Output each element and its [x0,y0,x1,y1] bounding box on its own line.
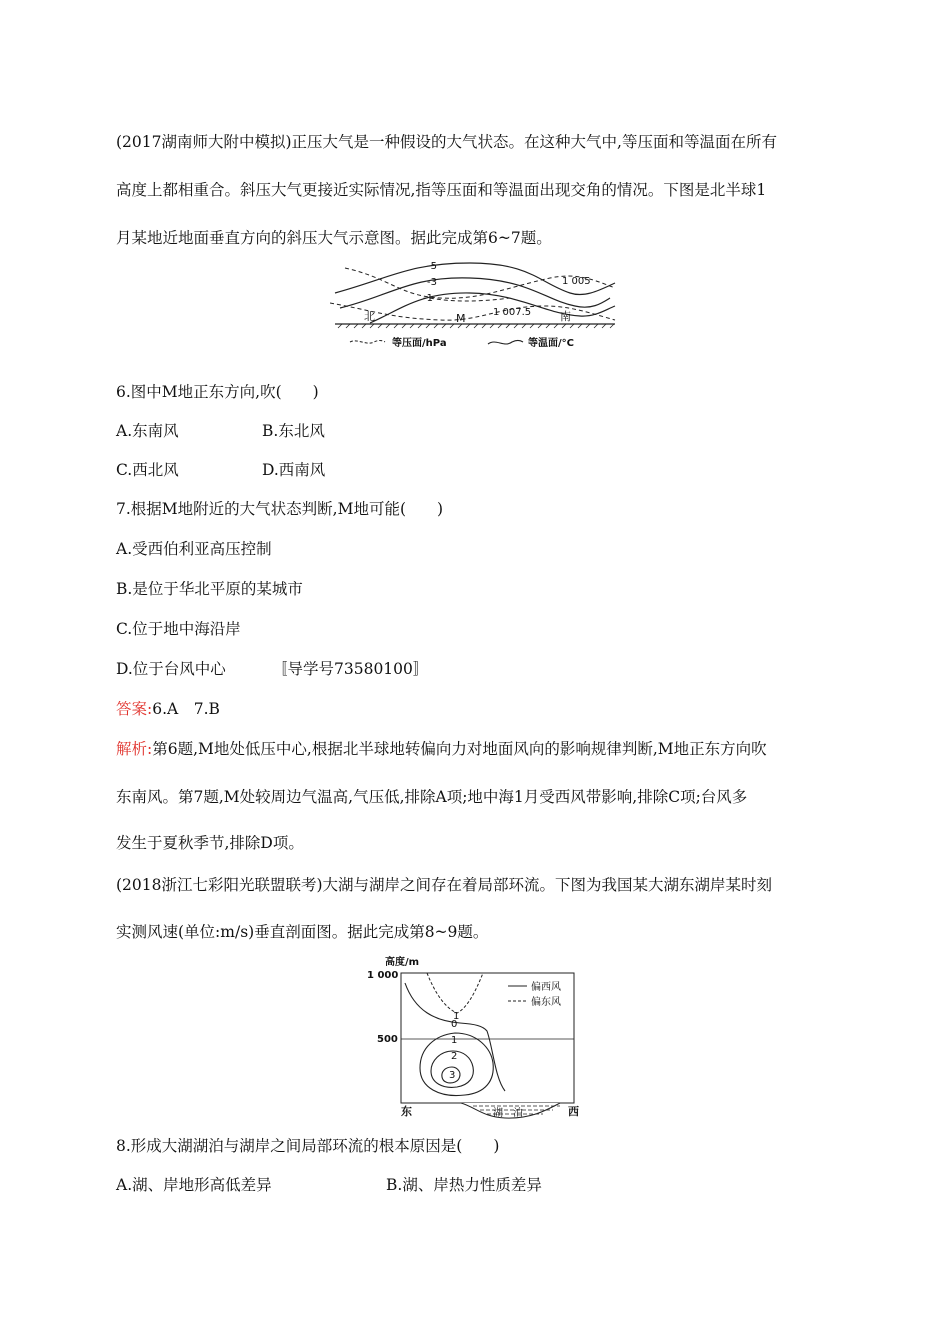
analysis-line-3: 发生于夏秋季节,排除D项。 [116,834,304,852]
q7-option-d: D.位于台风中心 [116,660,226,678]
q7-option-c: C.位于地中海沿岸 [116,620,241,638]
label-lake: 湖 泊 [493,1108,523,1119]
label-contour-upper-1: 1 [453,1011,460,1022]
label-east: 东 [401,1105,412,1118]
figure2-y1000: 1 000 [367,970,399,981]
label-isotherm-minus3: -3 [427,277,437,288]
legend-isotherm-label: 等温面/°C [528,338,574,349]
q8-stem: 8.形成大湖湖泊与湖岸之间局部环流的根本原因是( ) [116,1137,500,1155]
label-contour-1: 1 [451,1035,458,1046]
q6-option-c: C.西北风 [116,461,179,479]
label-contour-0: 0 [451,1019,458,1030]
label-north: 北 [364,310,375,323]
q7-guide-number: 〚导学号73580100〛 [272,660,429,678]
isobar-inner [430,298,510,301]
legend-isobar-symbol [350,341,385,344]
ground-hatching [338,324,614,328]
q6-option-d: D.西南风 [262,461,326,479]
answer-label: 答案: [116,700,153,718]
label-isobar-10075: 1 007.5 [493,307,532,318]
q6-stem: 6.图中M地正东方向,吹( ) [116,383,319,401]
q6-option-a: A.东南风 [116,422,179,440]
label-isotherm-minus5: -5 [427,261,437,272]
label-m: M [456,312,466,325]
label-isotherm-minus1: -1 [423,293,433,304]
legend-east-wind-label: 偏东风 [531,997,561,1008]
analysis-line-2: 东南风。第7题,M处较周边气温高,气压低,排除A项;地中海1月受西风带影响,排除C项;台风多 [116,788,748,806]
label-south: 南 [560,310,571,323]
intro-line-1: (2017湖南师大附中模拟)正压大气是一种假设的大气状态。在这种大气中,等压面和等温面在所有 [116,133,777,151]
figure2-y500: 500 [377,1034,398,1045]
intro2-line-1: (2018浙江七彩阳光联盟联考)大湖与湖岸之间存在着局部环流。下图为我国某大湖东湖岸某时刻 [116,876,773,894]
intro-line-2: 高度上都相重合。斜压大气更接近实际情况,指等压面和等温面出现交角的情况。下图是北半球1 [116,181,767,199]
q7-option-a: A.受西伯利亚高压控制 [116,540,272,558]
label-contour-3: 3 [449,1070,456,1081]
q8-option-a: A.湖、岸地形高低差异 [116,1176,272,1194]
intro-line-3: 月某地近地面垂直方向的斜压大气示意图。据此完成第6~7题。 [116,229,552,247]
label-west: 西 [568,1105,579,1118]
answer-line [116,699,220,719]
analysis-text-1: 第6题,M地处低压中心,根据北半球地转偏向力对地面风向的影响规律判断,M地正东方向吹 [152,740,767,758]
q7-option-b: B.是位于华北平原的某城市 [116,580,303,598]
legend-west-wind-label: 偏西风 [531,982,561,993]
intro2-line-2: 实测风速(单位:m/s)垂直剖面图。据此完成第8~9题。 [116,923,489,941]
figure2-ylabel: 高度/m [385,957,420,968]
legend-isobar-label: 等压面/hPa [392,338,447,349]
label-isobar-1005: 1 005 [562,276,591,287]
answer-text: 6.A 7.B [152,700,220,718]
figure-lake-wind-profile [365,953,585,1125]
q6-option-b: B.东北风 [262,422,325,440]
contour-upper-1 [427,973,483,1013]
figure-baroclinic-atmosphere [330,258,620,358]
analysis-label: 解析: [116,740,153,758]
label-contour-2: 2 [451,1051,458,1062]
q7-stem: 7.根据M地附近的大气状态判断,M地可能( ) [116,500,444,518]
legend-isotherm-symbol [488,341,523,345]
analysis-line-1 [116,739,767,759]
q8-option-b: B.湖、岸热力性质差异 [386,1176,542,1194]
